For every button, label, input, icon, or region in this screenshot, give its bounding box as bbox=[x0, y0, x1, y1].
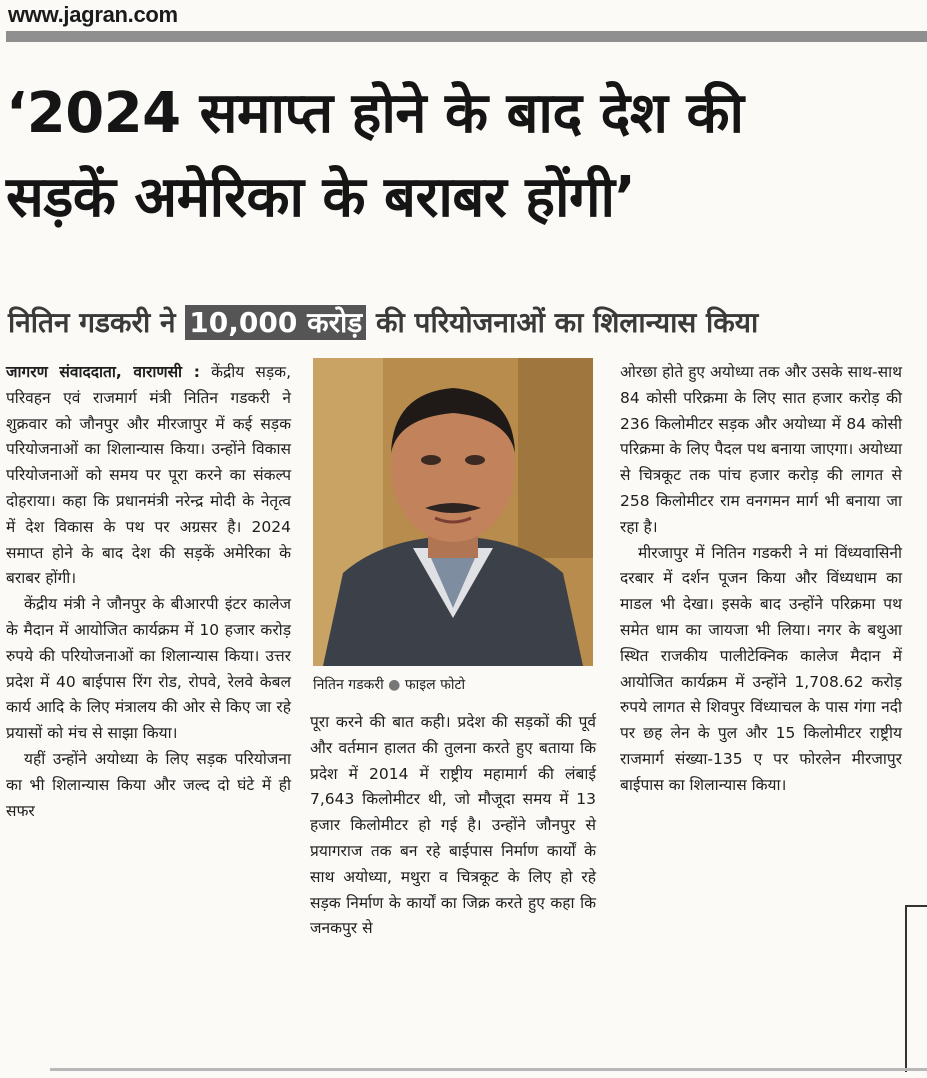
subhead-pre: नितिन गडकरी ने bbox=[8, 306, 186, 339]
article-column-3 bbox=[620, 360, 902, 799]
subhead-highlight: 10,000 करोड़ bbox=[185, 305, 366, 340]
caption-bullet: ● bbox=[388, 677, 401, 693]
header-rule bbox=[6, 31, 927, 42]
article-column-1 bbox=[6, 360, 291, 824]
headline-line-2: सड़कें अमेरिका के बराबर होंगी’ bbox=[6, 165, 636, 230]
col3-paragraph-1: ओरछा होते हुए अयोध्या तक और उसके साथ-साथ 84 कोसी परिक्रमा के लिए सात हजार करोड़ की 236 किलोमीटर सड़क और अयोध्या में 84 कोसी परिक्रमा के लिए पैदल पथ बनाया जाएगा। अयोध्या से चित्रकूट तक पांच हजार करोड़ की लागत से 258 किलोमीटर राम वनगमन मार्ग भी बनाया जा रहा है। bbox=[620, 363, 902, 536]
col3-paragraph-2: मीरजापुर में नितिन गडकरी ने मां विंध्यवासिनी दरबार में दर्शन पूजन किया और विंध्यधाम का माडल भी देखा। इसके बाद उन्होंने परिक्रमा पथ समेत धाम का जायजा भी लिया। नगर के बथुआ स्थित राजकीय पालीटेक्निक कालेज मैदान में आयोजित कार्यक्रम में उन्होंने 1,708.62 करोड़ रुपये लागत से शिवपुर विंध्याचल के पास गंगा नदी पर छह लेन के पुल और 15 किलोमीटर राष्ट्रीय राजमार्ग संख्या-135 ए पर फोरलेन मीरजापुर बाईपास का शिलान्यास किया। bbox=[620, 543, 902, 794]
caption-name: नितिन गडकरी bbox=[313, 677, 384, 693]
portrait-illustration bbox=[313, 358, 593, 666]
col1-paragraph-1: केंद्रीय सड़क, परिवहन एवं राजमार्ग मंत्री नितिन गडकरी ने शुक्रवार को जौनपुर और मीरजापुर में कई सड़क परियोजनाओं का शिलान्यास किया। उन्होंने विकास परियोजनाओं को समय पर पूरा करने का संकल्प दोहराया। कहा कि प्रधानमंत्री नरेन्द्र मोदी के नेतृत्व में देश विकास के पथ पर अग्रसर है। 2024 समाप्त होने के बाद देश की सड़कें अमेरिका के बराबर होंगी। bbox=[6, 363, 291, 588]
headline bbox=[6, 72, 906, 240]
article-column-2 bbox=[310, 710, 596, 942]
adjacent-article-border bbox=[905, 905, 927, 1072]
subheadline bbox=[8, 298, 908, 348]
col2-paragraph-1: पूरा करने की बात कही। प्रदेश की सड़कों की पूर्व और वर्तमान हालत की तुलना करते हुए बताया कि प्रदेश में 2014 में राष्ट्रीय महामार्ग की लंबाई 7,643 किलोमीटर थी, जो मौजूदा समय में 13 हजार किलोमीटर हो गई है। उन्होंने जौनपुर से प्रयागराज तक बन रहे बाईपास निर्माण कार्यों के साथ अयोध्या, मथुरा व चित्रकूट के लिए हो रहे सड़क निर्माण के कार्यों का जिक्र करते हुए कहा कि जनकपुर से bbox=[310, 713, 596, 938]
caption-credit: फाइल फोटो bbox=[404, 677, 466, 693]
site-url[interactable]: www.jagran.com bbox=[8, 2, 178, 27]
subhead-post: की परियोजनाओं का शिलान्यास किया bbox=[366, 306, 759, 339]
col1-paragraph-2: केंद्रीय मंत्री ने जौनपुर के बीआरपी इंटर कालेज के मैदान में आयोजित कार्यक्रम में 10 हजार करोड़ रुपये की परियोजनाओं का शिलान्यास किया। उत्तर प्रदेश में 40 बाईपास रिंग रोड, रोपवे, रेलवे केबल कार्य आदि के लिए मंत्रालय की ओर से किए जा रहे प्रयासों को मंच से साझा किया। bbox=[6, 595, 291, 743]
byline: जागरण संवाददाता, वाराणसी : bbox=[6, 363, 200, 381]
photo-caption bbox=[313, 675, 593, 694]
gadkari-photo bbox=[313, 358, 593, 666]
headline-line-1: ‘2024 समाप्त होने के बाद देश की bbox=[6, 81, 744, 146]
col1-paragraph-3: यहीं उन्होंने अयोध्या के लिए सड़क परियोजना का भी शिलान्यास किया और जल्द दो घंटे में ही सफर bbox=[6, 749, 291, 820]
bottom-rule bbox=[50, 1068, 927, 1071]
